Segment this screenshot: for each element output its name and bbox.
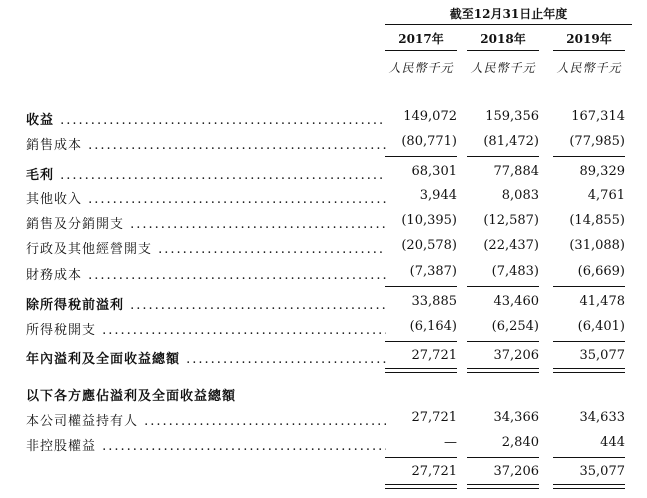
subtotal-rule: [385, 457, 457, 458]
row-label: 年內溢利及全面收益總額 .....: [26, 348, 386, 367]
total-double-rule: [467, 368, 539, 373]
year-2018-header: 2018年: [480, 32, 526, 46]
value-2018: (81,472): [483, 134, 539, 149]
row-label: 銷售成本 .....: [26, 134, 386, 153]
value-2019: 41,478: [579, 294, 625, 309]
value-2019: 34,633: [579, 410, 625, 425]
value-2017: (6,164): [409, 319, 457, 334]
row-cost-of-sales: [0, 131, 647, 155]
value-2018: 77,884: [493, 164, 539, 179]
row-label: 本公司權益持有人 .....: [26, 410, 386, 429]
row-label: 財務成本 .....: [26, 264, 386, 283]
period-rule: [385, 24, 632, 25]
value-2018: 2,840: [501, 435, 539, 450]
subtotal-rule: [467, 156, 539, 157]
subtotal-rule: [553, 156, 625, 157]
value-2018: 37,206: [493, 348, 539, 363]
row-income-tax: [0, 316, 647, 340]
row-other-income: [0, 185, 647, 209]
period-header: 截至12月31日止年度: [449, 7, 568, 21]
value-2017: 68,301: [411, 164, 457, 179]
value-2017: (10,395): [401, 213, 457, 228]
year-2017-header: 2017年: [398, 32, 444, 46]
value-2017: —: [444, 435, 457, 450]
value-2018: 37,206: [493, 464, 539, 479]
value-2018: 8,083: [501, 188, 539, 203]
value-2019: (14,855): [569, 213, 625, 228]
row-revenue: [0, 106, 647, 130]
value-2019: (6,669): [577, 264, 625, 279]
value-2019: 35,077: [579, 464, 625, 479]
section-heading: 以下各方應佔溢利及全面收益總額: [26, 389, 237, 404]
value-2019: 35,077: [579, 348, 625, 363]
row-label: 所得稅開支 .....: [26, 319, 386, 338]
value-2018: 43,460: [493, 294, 539, 309]
subtotal-rule: [467, 457, 539, 458]
value-2018: (22,437): [483, 238, 539, 253]
value-2017: 33,885: [411, 294, 457, 309]
row-label: 行政及其他經營開支 .....: [26, 238, 386, 257]
value-2017: (7,387): [409, 264, 457, 279]
row-admin-expenses: [0, 235, 647, 259]
row-label: 其他收入 .....: [26, 188, 386, 207]
subtotal-rule: [467, 286, 539, 287]
value-2019: 167,314: [571, 109, 625, 124]
subtotal-rule: [553, 341, 625, 342]
row-label: 銷售及分銷開支 .....: [26, 213, 386, 232]
value-2018: 159,356: [485, 109, 539, 124]
value-2017: 27,721: [411, 464, 457, 479]
value-2017: 27,721: [411, 348, 457, 363]
year-rule: [553, 50, 625, 51]
value-2017: 27,721: [411, 410, 457, 425]
total-double-rule: [385, 484, 457, 489]
unit-label: 人民幣千元: [556, 61, 622, 75]
row-profit-for-year: [0, 345, 647, 369]
subtotal-rule: [385, 156, 457, 157]
subtotal-rule: [553, 286, 625, 287]
value-2019: 89,329: [579, 164, 625, 179]
row-finance-costs: [0, 261, 647, 285]
subtotal-rule: [553, 457, 625, 458]
value-2018: (7,483): [491, 264, 539, 279]
value-2019: (31,088): [569, 238, 625, 253]
total-double-rule: [553, 484, 625, 489]
value-2018: 34,366: [493, 410, 539, 425]
value-2018: (12,587): [483, 213, 539, 228]
subtotal-rule: [467, 341, 539, 342]
row-gross-profit: [0, 161, 647, 185]
subtotal-rule: [385, 341, 457, 342]
value-2018: (6,254): [491, 319, 539, 334]
value-2019: 4,761: [587, 188, 625, 203]
row-label: 毛利 .....: [26, 164, 386, 183]
total-double-rule: [385, 368, 457, 373]
row-owners-of-company: [0, 407, 647, 431]
value-2017: 3,944: [419, 188, 457, 203]
row-selling-distribution: [0, 210, 647, 234]
value-2019: 444: [600, 435, 625, 450]
year-rule: [467, 50, 539, 51]
year-rule: [385, 50, 457, 51]
row-label: 除所得稅前溢利 .....: [26, 294, 386, 313]
row-attributable-total: [0, 461, 647, 485]
value-2017: (80,771): [401, 134, 457, 149]
unit-label: 人民幣千元: [470, 61, 536, 75]
row-attributable-heading: [0, 382, 647, 406]
year-2019-header: 2019年: [566, 32, 612, 46]
value-2017: (20,578): [401, 238, 457, 253]
unit-label: 人民幣千元: [388, 61, 454, 75]
value-2017: 149,072: [403, 109, 457, 124]
total-double-rule: [467, 484, 539, 489]
row-label: 非控股權益 .....: [26, 435, 386, 454]
row-non-controlling: [0, 432, 647, 456]
row-label: 收益 .....: [26, 109, 386, 128]
total-double-rule: [553, 368, 625, 373]
value-2019: (6,401): [577, 319, 625, 334]
row-profit-before-tax: [0, 291, 647, 315]
value-2019: (77,985): [569, 134, 625, 149]
subtotal-rule: [385, 286, 457, 287]
